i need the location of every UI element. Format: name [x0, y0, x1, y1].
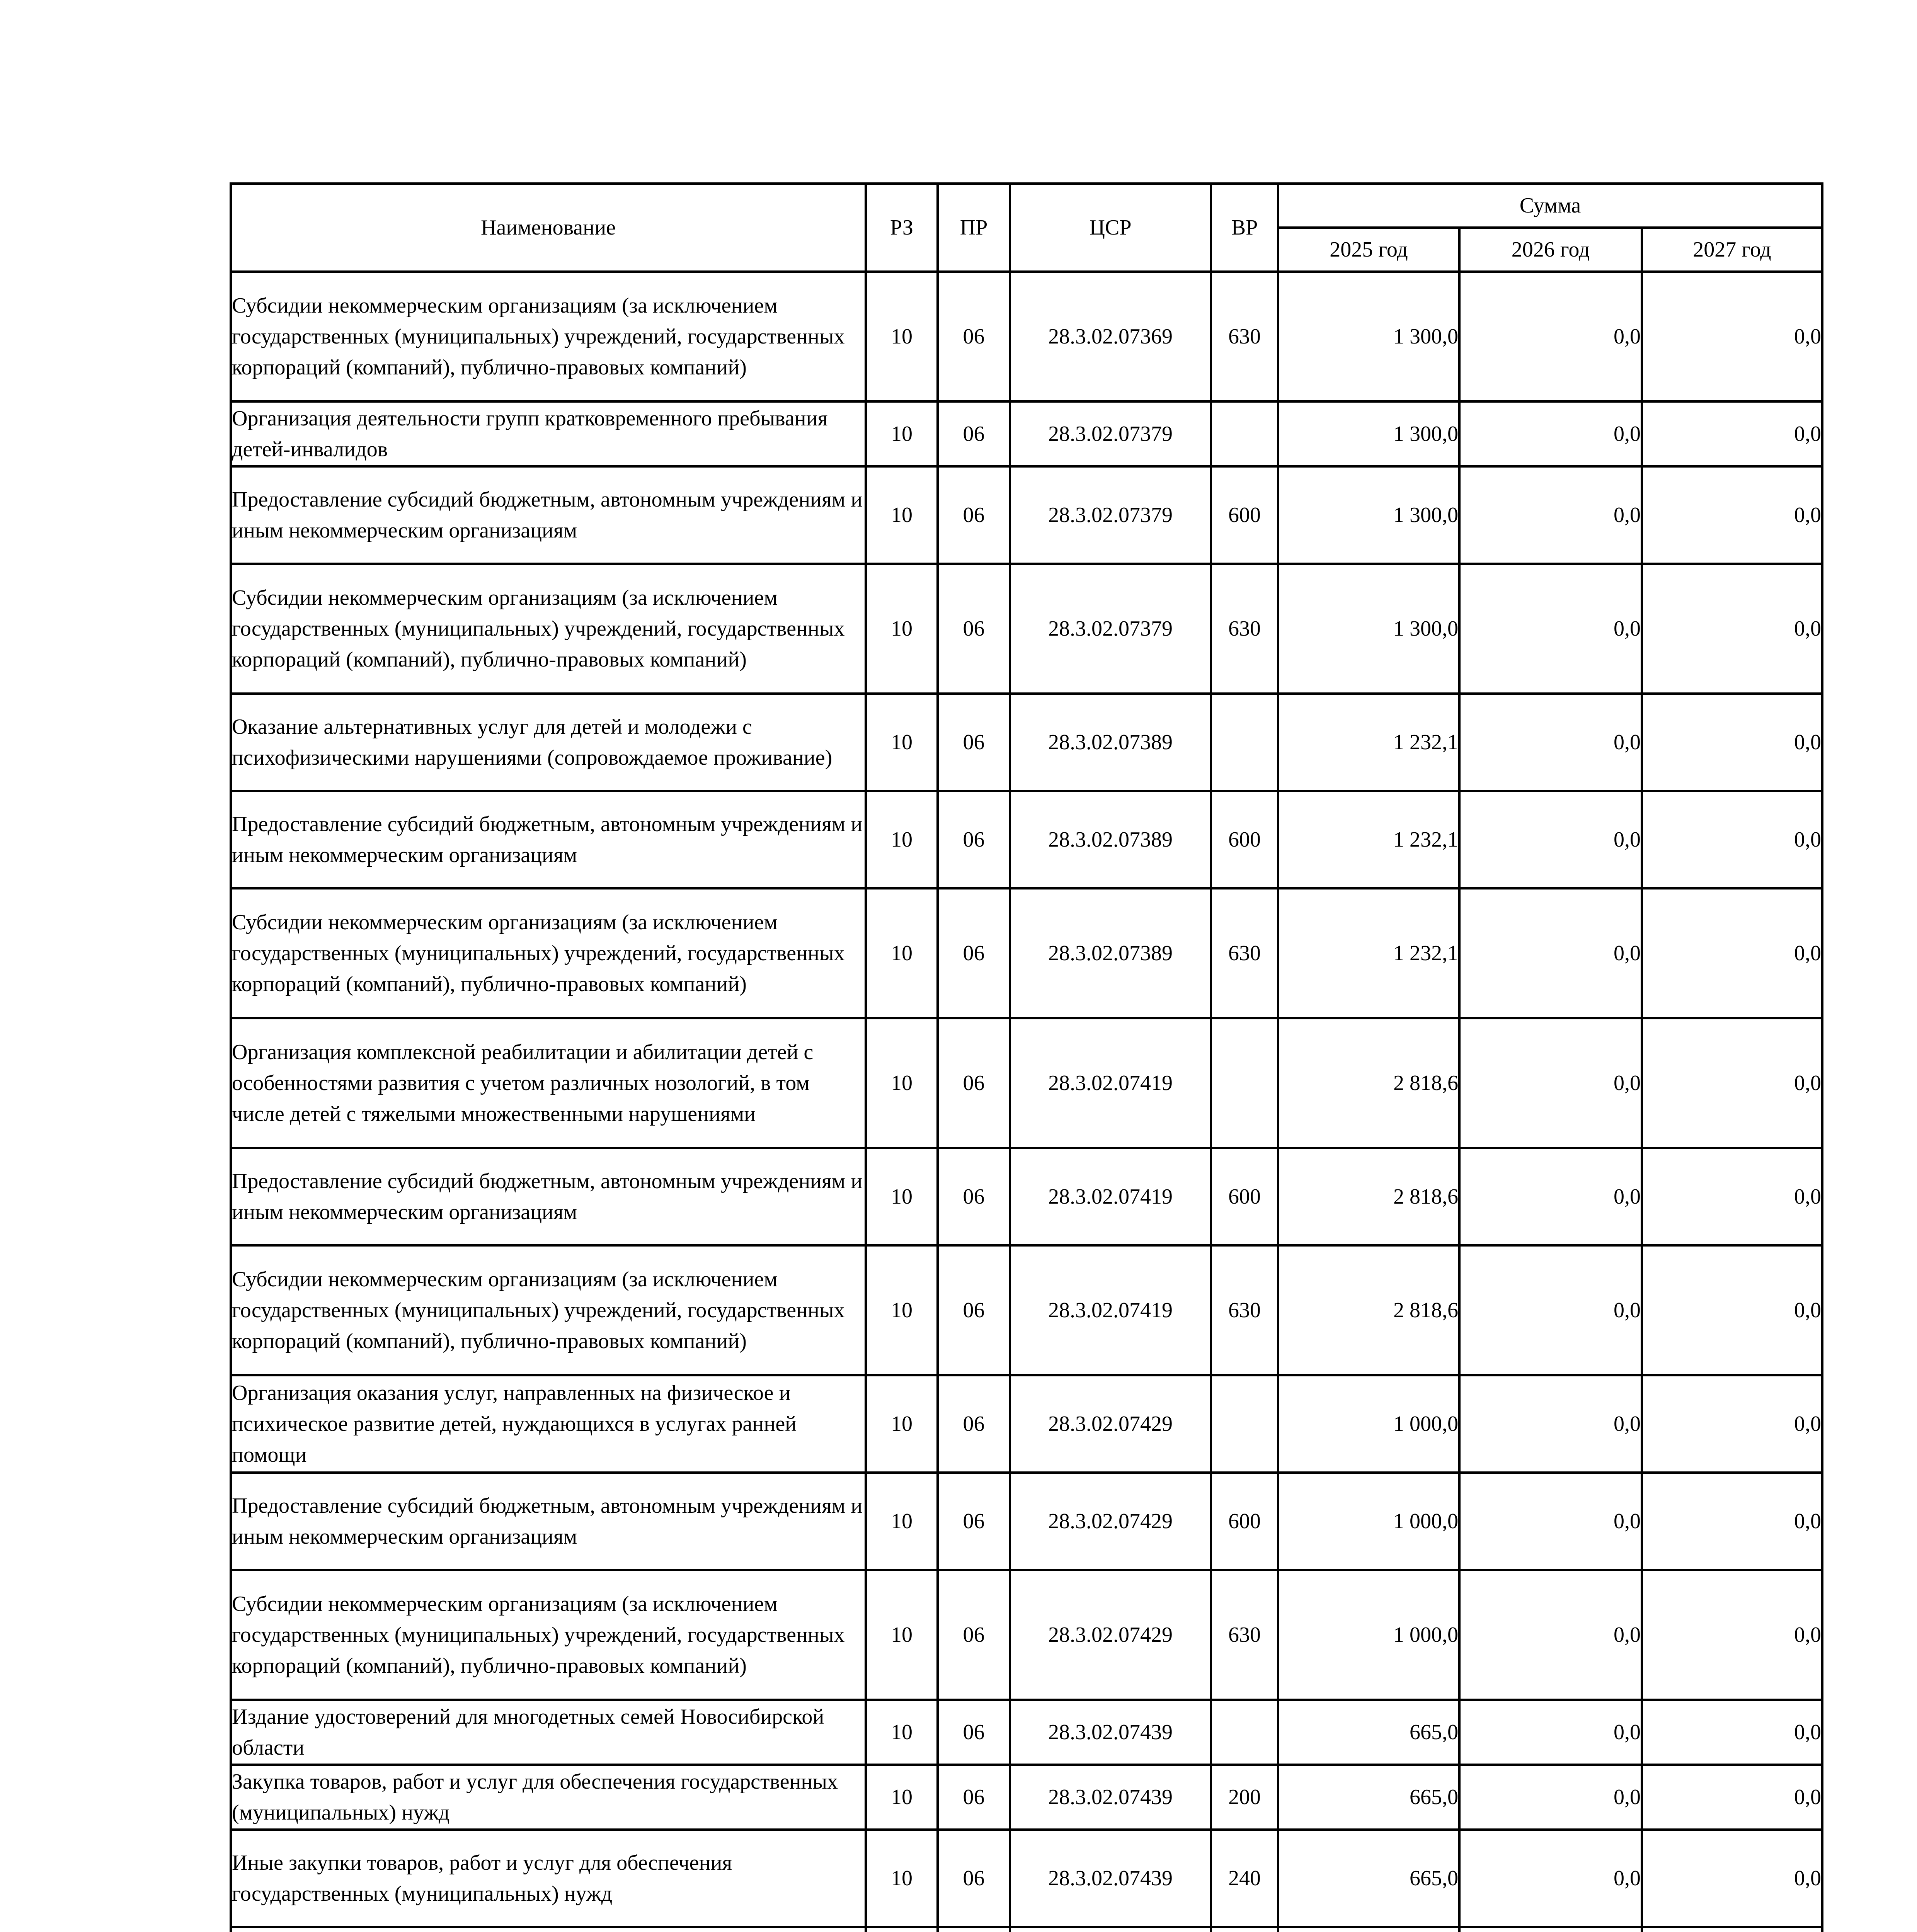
- cell-pr: 06: [938, 1148, 1010, 1245]
- cell-name: [231, 1927, 866, 1932]
- cell-vr: 240: [1211, 1830, 1278, 1927]
- table-body: [231, 272, 1822, 1932]
- cell-2025: 2 818,6: [1278, 1148, 1459, 1245]
- cell-csr: 28.3.02.07369: [1010, 272, 1211, 401]
- cell-vr: [1211, 1018, 1278, 1148]
- cell-vr: 630: [1211, 1245, 1278, 1375]
- cell-rz: 10: [866, 694, 938, 791]
- cell-2026: 0,0: [1459, 564, 1642, 694]
- cell-2026: 0,0: [1459, 1570, 1642, 1700]
- cell-csr: 28.3.02.07429: [1010, 1570, 1211, 1700]
- cell-2026: 0,0: [1459, 1018, 1642, 1148]
- cell-2027: 0,0: [1642, 1765, 1822, 1830]
- cell-2025: 2 818,6: [1278, 1018, 1459, 1148]
- cell-name: Издание удостоверений для многодетных семей Новосибирской области: [231, 1700, 866, 1765]
- table-header: [231, 184, 1822, 272]
- header-sum: Сумма: [1278, 184, 1822, 228]
- cell-name: Субсидии некоммерческим организациям (за исключением государственных (муниципальных) учреждений, государственных корпораций (компаний), публично-правовых компаний): [231, 1570, 866, 1700]
- cell-2026: 0,0: [1459, 1245, 1642, 1375]
- cell-name: Организация оказания услуг, направленных на физическое и психическое развитие детей, нуждающихся в услугах ранней помощи: [231, 1375, 866, 1473]
- cell-csr: 28.3.02.07379: [1010, 401, 1211, 466]
- cell-rz: 10: [866, 564, 938, 694]
- cell-vr: [1211, 1375, 1278, 1473]
- table-row: [231, 564, 1822, 694]
- cell-2026: [1459, 1927, 1642, 1932]
- cell-vr: 600: [1211, 466, 1278, 564]
- cell-2025: 665,0: [1278, 1830, 1459, 1927]
- cell-pr: [938, 1927, 1010, 1932]
- table-row: [231, 1375, 1822, 1473]
- cell-pr: 06: [938, 1245, 1010, 1375]
- table-row: [231, 401, 1822, 466]
- cell-pr: 06: [938, 272, 1010, 401]
- cell-csr: 28.3.02.07379: [1010, 466, 1211, 564]
- cell-pr: 06: [938, 1830, 1010, 1927]
- cell-name: Предоставление субсидий бюджетным, автономным учреждениям и иным некоммерческим организациям: [231, 791, 866, 888]
- cell-2027: 0,0: [1642, 1018, 1822, 1148]
- cell-vr: 600: [1211, 1473, 1278, 1570]
- table-row: [231, 466, 1822, 564]
- cell-rz: 10: [866, 1018, 938, 1148]
- table-row: [231, 1830, 1822, 1927]
- cell-vr: 630: [1211, 272, 1278, 401]
- cell-csr: 28.3.02.07439: [1010, 1765, 1211, 1830]
- cell-2027: 0,0: [1642, 1473, 1822, 1570]
- table-row: [231, 1018, 1822, 1148]
- table-row: [231, 272, 1822, 401]
- cell-2027: 0,0: [1642, 1570, 1822, 1700]
- cell-vr: [1211, 1927, 1278, 1932]
- header-pr: ПР: [938, 184, 1010, 272]
- cell-2026: 0,0: [1459, 401, 1642, 466]
- cell-pr: 06: [938, 1018, 1010, 1148]
- cell-rz: 10: [866, 1245, 938, 1375]
- cell-csr: 28.3.02.07389: [1010, 888, 1211, 1018]
- cell-csr: 28.3.02.07439: [1010, 1700, 1211, 1765]
- cell-name: Оказание альтернативных услуг для детей и молодежи с психофизическими нарушениями (сопровождаемое проживание): [231, 694, 866, 791]
- cell-name: Организация деятельности групп кратковременного пребывания детей-инвалидов: [231, 401, 866, 466]
- cell-csr: 28.3.02.07419: [1010, 1148, 1211, 1245]
- cell-2025: 1 000,0: [1278, 1570, 1459, 1700]
- cell-rz: 10: [866, 791, 938, 888]
- cell-csr: [1010, 1927, 1211, 1932]
- cell-vr: 600: [1211, 1148, 1278, 1245]
- cell-pr: 06: [938, 888, 1010, 1018]
- table-row: [231, 1570, 1822, 1700]
- header-year-2025: 2025 год: [1278, 228, 1459, 272]
- cell-name: Субсидии некоммерческим организациям (за исключением государственных (муниципальных) учреждений, государственных корпораций (компаний), публично-правовых компаний): [231, 1245, 866, 1375]
- cell-csr: 28.3.02.07429: [1010, 1375, 1211, 1473]
- header-year-2027: 2027 год: [1642, 228, 1822, 272]
- table-row: [231, 694, 1822, 791]
- cell-2027: 0,0: [1642, 1830, 1822, 1927]
- cell-csr: 28.3.02.07389: [1010, 791, 1211, 888]
- header-vr: ВР: [1211, 184, 1278, 272]
- cell-name: Закупка товаров, работ и услуг для обеспечения государственных (муниципальных) нужд: [231, 1765, 866, 1830]
- cell-name: Субсидии некоммерческим организациям (за исключением государственных (муниципальных) учреждений, государственных корпораций (компаний), публично-правовых компаний): [231, 564, 866, 694]
- cell-2027: 0,0: [1642, 694, 1822, 791]
- cell-rz: 10: [866, 401, 938, 466]
- cell-vr: 600: [1211, 791, 1278, 888]
- cell-2026: 0,0: [1459, 694, 1642, 791]
- cell-pr: 06: [938, 694, 1010, 791]
- cell-csr: 28.3.02.07429: [1010, 1473, 1211, 1570]
- cell-pr: 06: [938, 1375, 1010, 1473]
- cell-pr: 06: [938, 1765, 1010, 1830]
- cell-vr: 200: [1211, 1765, 1278, 1830]
- cell-2025: 1 300,0: [1278, 401, 1459, 466]
- cell-rz: 10: [866, 1148, 938, 1245]
- cell-2026: 0,0: [1459, 791, 1642, 888]
- table-row: [231, 888, 1822, 1018]
- cell-2025: 665,0: [1278, 1765, 1459, 1830]
- table-row: [231, 1148, 1822, 1245]
- cell-csr: 28.3.02.07389: [1010, 694, 1211, 791]
- cell-2027: 0,0: [1642, 1148, 1822, 1245]
- cell-2027: 0,0: [1642, 466, 1822, 564]
- cell-2025: 1 000,0: [1278, 1375, 1459, 1473]
- table-row: [231, 1765, 1822, 1830]
- table-row: [231, 791, 1822, 888]
- cell-csr: 28.3.02.07439: [1010, 1830, 1211, 1927]
- cell-2027: 0,0: [1642, 272, 1822, 401]
- cell-vr: [1211, 694, 1278, 791]
- cell-name: Предоставление субсидий бюджетным, автономным учреждениям и иным некоммерческим организациям: [231, 1473, 866, 1570]
- header-year-2026: 2026 год: [1459, 228, 1642, 272]
- cell-rz: 10: [866, 1473, 938, 1570]
- cell-2025: 1 232,1: [1278, 694, 1459, 791]
- cell-2026: 0,0: [1459, 888, 1642, 1018]
- cell-rz: 10: [866, 1375, 938, 1473]
- cell-2027: 0,0: [1642, 1245, 1822, 1375]
- cell-name: Организация комплексной реабилитации и абилитации детей с особенностями развития с учетом различных нозологий, в том числе детей с тяжелыми множественными нарушениями: [231, 1018, 866, 1148]
- cell-rz: 10: [866, 466, 938, 564]
- cell-2025: 1 300,0: [1278, 272, 1459, 401]
- cell-pr: 06: [938, 1700, 1010, 1765]
- cell-csr: 28.3.02.07419: [1010, 1245, 1211, 1375]
- cell-2025: 2 818,6: [1278, 1245, 1459, 1375]
- cell-2027: 0,0: [1642, 888, 1822, 1018]
- cell-2027: 0,0: [1642, 791, 1822, 888]
- header-csr: ЦСР: [1010, 184, 1211, 272]
- cell-rz: 10: [866, 888, 938, 1018]
- table-row: [231, 1927, 1822, 1932]
- cell-pr: 06: [938, 564, 1010, 694]
- cell-rz: 10: [866, 1765, 938, 1830]
- header-rz: РЗ: [866, 184, 938, 272]
- cell-rz: 10: [866, 272, 938, 401]
- cell-2025: 1 300,0: [1278, 466, 1459, 564]
- cell-2027: [1642, 1927, 1822, 1932]
- cell-vr: [1211, 1700, 1278, 1765]
- cell-csr: 28.3.02.07419: [1010, 1018, 1211, 1148]
- table-row: [231, 1700, 1822, 1765]
- cell-rz: 10: [866, 1830, 938, 1927]
- cell-rz: 10: [866, 1570, 938, 1700]
- header-name: Наименование: [231, 184, 866, 272]
- cell-pr: 06: [938, 1473, 1010, 1570]
- cell-2027: 0,0: [1642, 1700, 1822, 1765]
- cell-pr: 06: [938, 1570, 1010, 1700]
- table-row: [231, 1245, 1822, 1375]
- cell-2026: 0,0: [1459, 272, 1642, 401]
- cell-2026: 0,0: [1459, 1148, 1642, 1245]
- cell-vr: [1211, 401, 1278, 466]
- cell-2026: 0,0: [1459, 1375, 1642, 1473]
- cell-rz: [866, 1927, 938, 1932]
- cell-name: Предоставление субсидий бюджетным, автономным учреждениям и иным некоммерческим организациям: [231, 466, 866, 564]
- cell-2025: [1278, 1927, 1459, 1932]
- cell-csr: 28.3.02.07379: [1010, 564, 1211, 694]
- cell-pr: 06: [938, 466, 1010, 564]
- cell-2025: 1 232,1: [1278, 791, 1459, 888]
- cell-vr: 630: [1211, 564, 1278, 694]
- cell-vr: 630: [1211, 888, 1278, 1018]
- cell-2026: 0,0: [1459, 1473, 1642, 1570]
- cell-name: Субсидии некоммерческим организациям (за исключением государственных (муниципальных) учреждений, государственных корпораций (компаний), публично-правовых компаний): [231, 272, 866, 401]
- cell-2026: 0,0: [1459, 466, 1642, 564]
- cell-pr: 06: [938, 401, 1010, 466]
- cell-2027: 0,0: [1642, 564, 1822, 694]
- cell-2025: 1 000,0: [1278, 1473, 1459, 1570]
- cell-2027: 0,0: [1642, 401, 1822, 466]
- cell-2025: 665,0: [1278, 1700, 1459, 1765]
- budget-table: [230, 182, 1823, 1932]
- table-row: [231, 1473, 1822, 1570]
- cell-name: Субсидии некоммерческим организациям (за исключением государственных (муниципальных) учреждений, государственных корпораций (компаний), публично-правовых компаний): [231, 888, 866, 1018]
- cell-2025: 1 300,0: [1278, 564, 1459, 694]
- cell-2025: 1 232,1: [1278, 888, 1459, 1018]
- cell-name: Предоставление субсидий бюджетным, автономным учреждениям и иным некоммерческим организациям: [231, 1148, 866, 1245]
- cell-name: Иные закупки товаров, работ и услуг для обеспечения государственных (муниципальных) нужд: [231, 1830, 866, 1927]
- cell-2027: 0,0: [1642, 1375, 1822, 1473]
- cell-vr: 630: [1211, 1570, 1278, 1700]
- cell-rz: 10: [866, 1700, 938, 1765]
- cell-2026: 0,0: [1459, 1830, 1642, 1927]
- cell-2026: 0,0: [1459, 1765, 1642, 1830]
- cell-pr: 06: [938, 791, 1010, 888]
- cell-2026: 0,0: [1459, 1700, 1642, 1765]
